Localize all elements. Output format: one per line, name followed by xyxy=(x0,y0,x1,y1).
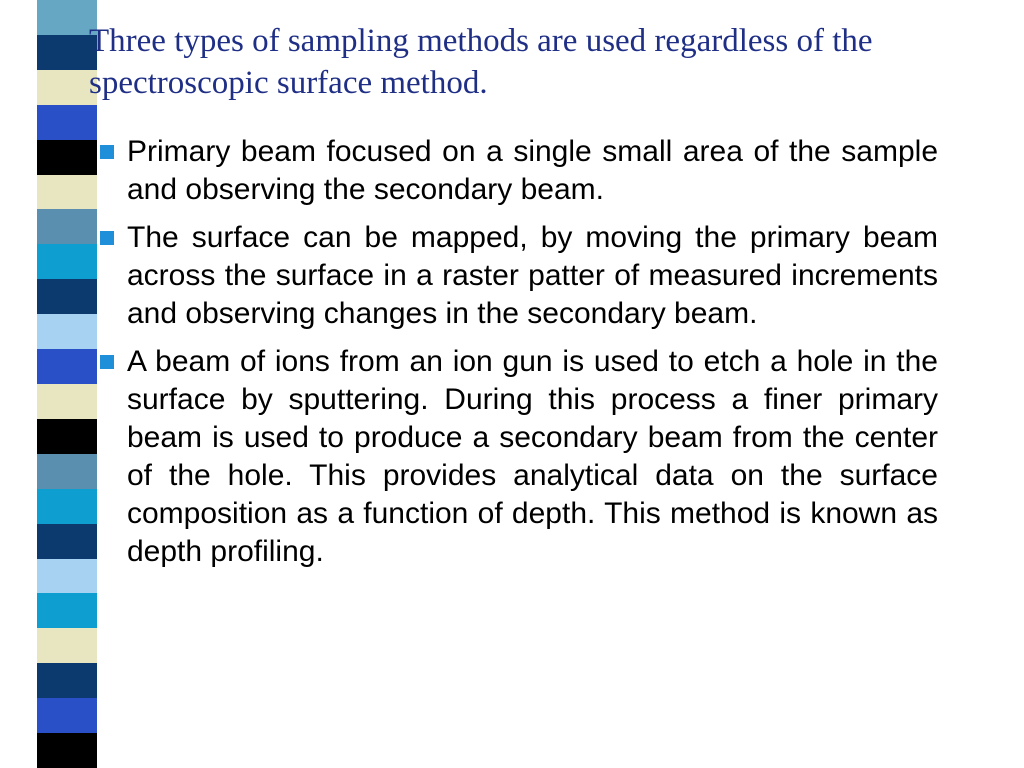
stripe-band xyxy=(37,175,97,210)
stripe-band xyxy=(37,279,97,314)
bullet-item xyxy=(100,219,938,333)
stripe-band xyxy=(37,0,97,35)
stripe-band xyxy=(37,35,97,70)
stripe-band xyxy=(37,663,97,698)
stripe-band xyxy=(37,105,97,140)
stripe-band xyxy=(37,628,97,663)
stripe-band xyxy=(37,349,97,384)
stripe-band xyxy=(37,698,97,733)
decorative-color-stripe xyxy=(37,0,97,768)
bullet-text: Primary beam focused on a single small area of the sample and observing the secondary beam. xyxy=(127,135,938,206)
stripe-band xyxy=(37,593,97,628)
stripe-band xyxy=(37,489,97,524)
stripe-band xyxy=(37,419,97,454)
stripe-band xyxy=(37,244,97,279)
bullet-text: The surface can be mapped, by moving the primary beam across the surface in a raster patter of measured increments and observing changes in the secondary beam. xyxy=(127,221,938,330)
stripe-band xyxy=(37,454,97,489)
stripe-band xyxy=(37,384,97,419)
bullet-list xyxy=(100,133,938,581)
square-bullet-icon xyxy=(100,355,114,369)
bullet-item xyxy=(100,343,938,571)
stripe-band xyxy=(37,733,97,768)
bullet-item xyxy=(100,133,938,209)
stripe-band xyxy=(37,209,97,244)
stripe-band xyxy=(37,314,97,349)
stripe-band xyxy=(37,70,97,105)
bullet-text: A beam of ions from an ion gun is used to etch a hole in the surface by sputtering. During this process a finer primary beam is used to produce a secondary beam from the center of the hole. This provides analytical data on the surface composition as a function of depth. This method is known as depth profiling. xyxy=(127,345,938,568)
stripe-band xyxy=(37,140,97,175)
stripe-band xyxy=(37,524,97,559)
slide-title: Three types of sampling methods are used regardless of the spectroscopic surface method. xyxy=(89,23,873,101)
square-bullet-icon xyxy=(100,145,114,159)
stripe-band xyxy=(37,559,97,594)
square-bullet-icon xyxy=(100,231,114,245)
